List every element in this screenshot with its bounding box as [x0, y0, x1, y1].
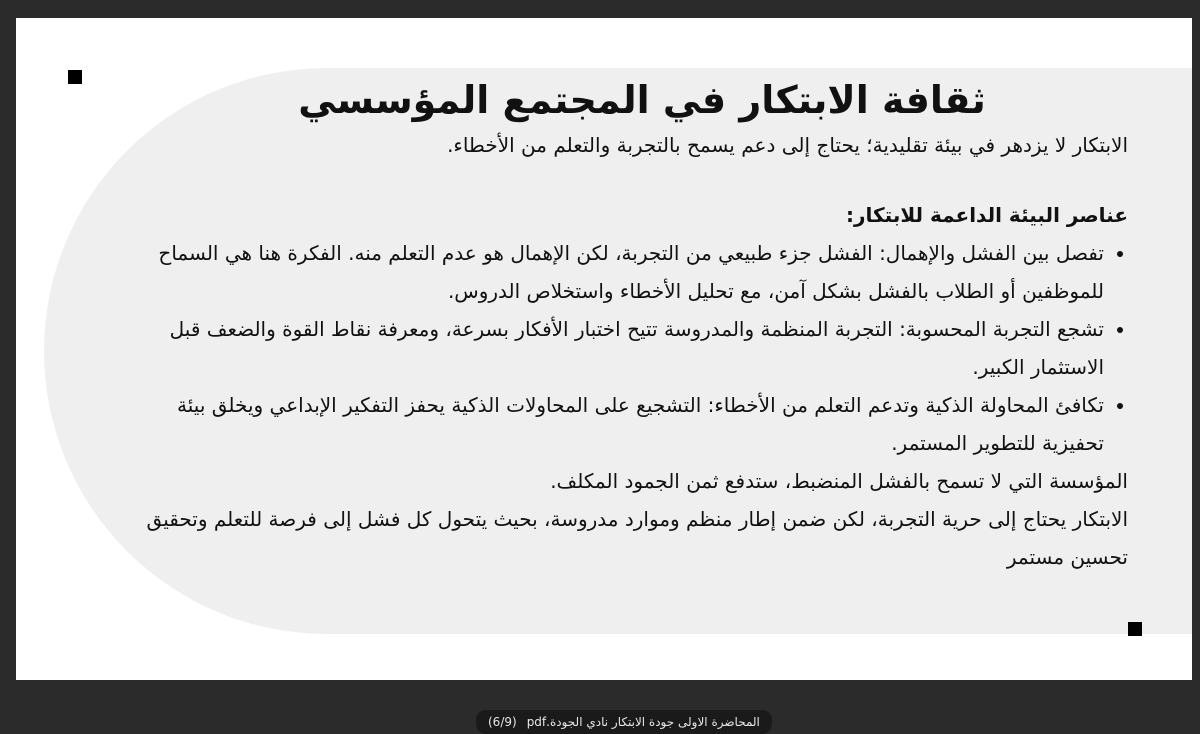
file-name: المحاضرة الاولى جودة الابتكار نادي الجودة.pdf — [526, 715, 760, 729]
slide-page — [16, 18, 1192, 680]
paragraph-1: المؤسسة التي لا تسمح بالفشل المنضبط، ستدفع ثمن الجمود المكلف. — [550, 469, 1128, 493]
slide-content — [116, 74, 1128, 576]
page-number: (6/9) — [488, 715, 517, 729]
page-indicator-pill[interactable] — [476, 710, 772, 734]
paragraph-2: الابتكار يحتاج إلى حرية التجربة، لكن ضمن إطار منظم وموارد مدروسة، بحيث يتحول كل فشل إلى فرصة للتعلم وتحقيق تحسين مستمر — [146, 507, 1128, 569]
section-heading: عناصر البيئة الداعمة للابتكار: — [846, 203, 1128, 227]
decorative-square-top-left — [68, 70, 82, 84]
bullet-item: • تكافئ المحاولة الذكية وتدعم التعلم من الأخطاء: التشجيع على المحاولات الذكية يحفز التفكير الإبداعي ويخلق بيئة تحفيزية للتطوير المستمر. — [116, 386, 1104, 462]
bullet-item: • تفصل بين الفشل والإهمال: الفشل جزء طبيعي من التجربة، لكن الإهمال هو عدم التعلم منه. الفكرة هنا هي السماح للموظفين أو الطلاب بالفشل بشكل آمن، مع تحليل الأخطاء واستخلاص الدروس. — [116, 234, 1104, 310]
slide-intro: الابتكار لا يزدهر في بيئة تقليدية؛ يحتاج إلى دعم يسمح بالتجربة والتعلم من الأخطاء. — [447, 133, 1128, 157]
bullet-item: • تشجع التجربة المحسوبة: التجربة المنظمة والمدروسة تتيح اختبار الأفكار بسرعة، ومعرفة نقاط القوة والضعف قبل الاستثمار الكبير. — [116, 310, 1104, 386]
decorative-square-bottom-right — [1128, 622, 1142, 636]
bullet-list — [116, 234, 1128, 462]
slide-title: ثقافة الابتكار في المجتمع المؤسسي — [298, 78, 986, 122]
